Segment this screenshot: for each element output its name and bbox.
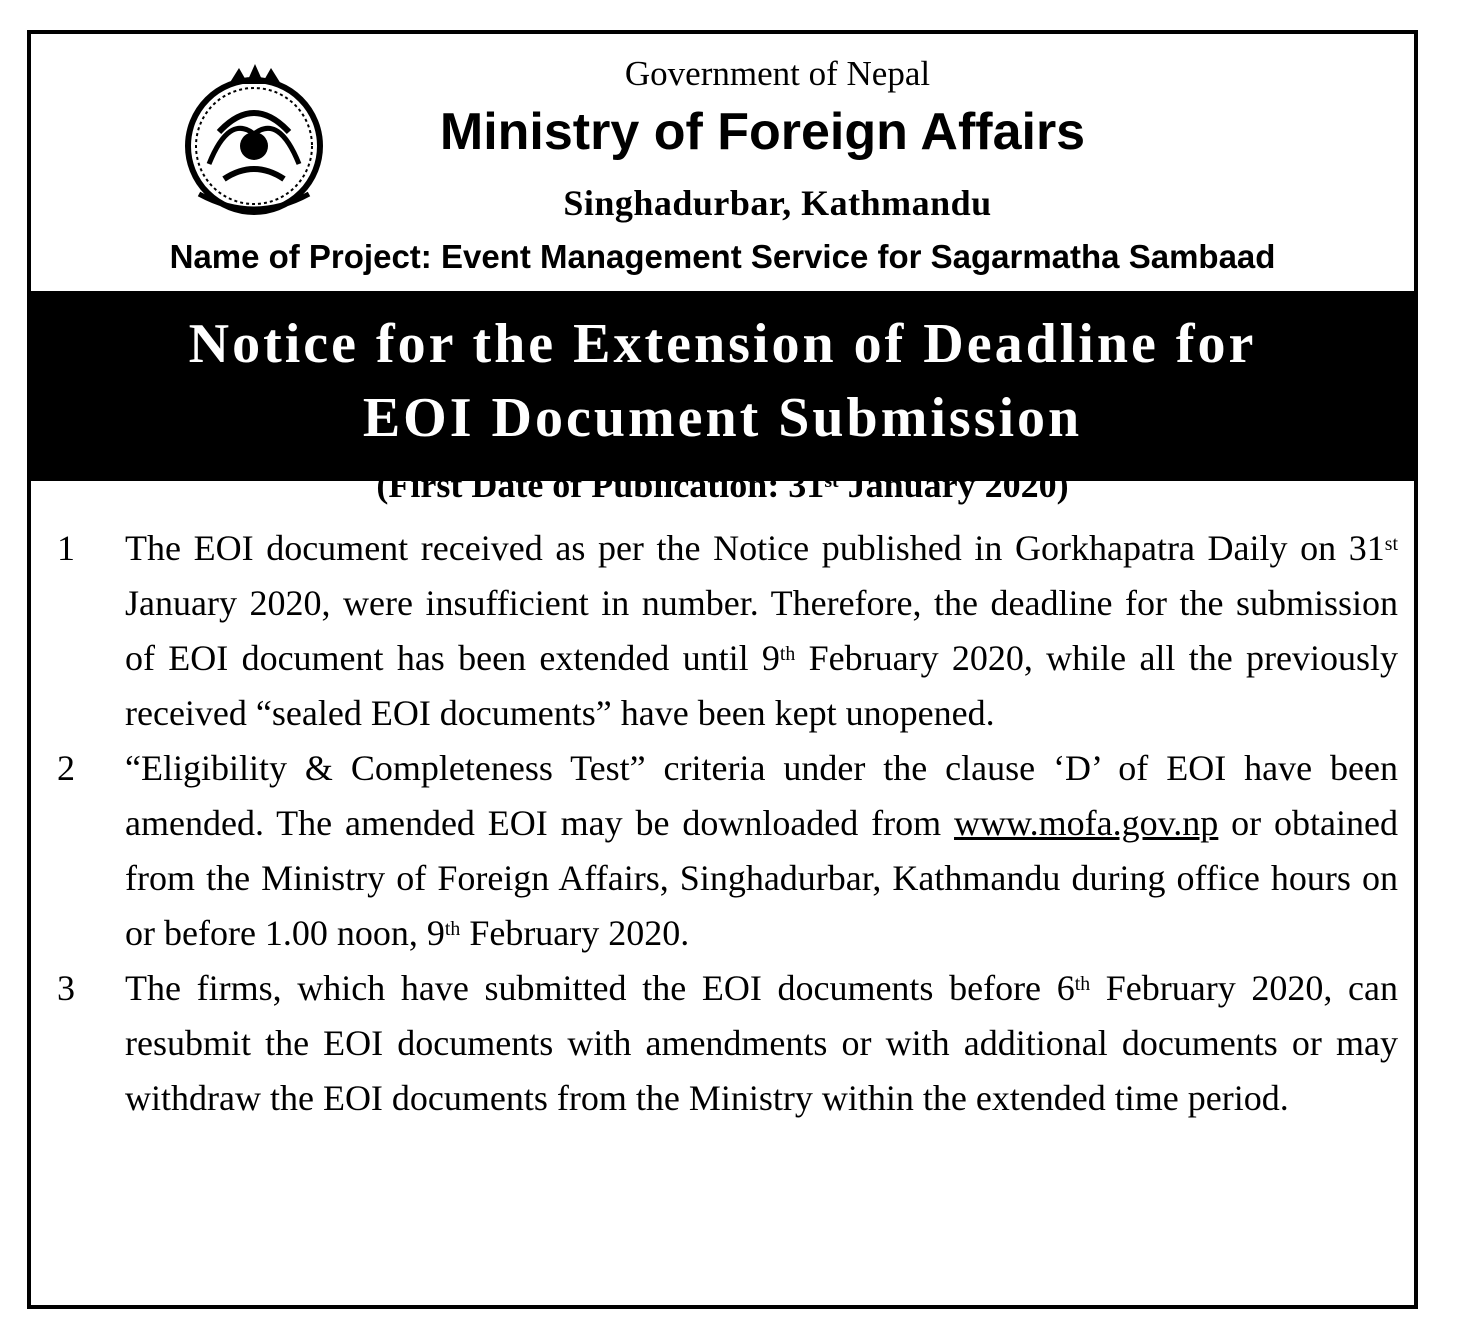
notice-item-3 [31, 961, 1414, 1126]
item-sup: th [444, 918, 461, 941]
item-sup: th [779, 643, 796, 666]
notice-title-line-2: EOI Document Submission [362, 387, 1083, 449]
item-sup: st [1384, 533, 1398, 556]
item-number: 1 [57, 528, 75, 568]
item-text-part: “Eligibility & Completeness Test” criteria under the clause ‘D’ of EOI have been amended. The amended EOI may be downloaded from [125, 748, 1398, 843]
item-sup: th [1074, 973, 1091, 996]
notice-item-1 [31, 521, 1414, 741]
publication-date-sup: st [824, 470, 839, 493]
mofa-website-link[interactable]: www.mofa.gov.np [954, 803, 1219, 843]
publication-date [31, 464, 1414, 506]
item-text-part: The firms, which have submitted the EOI documents before 6 [125, 968, 1075, 1008]
item-number: 3 [57, 968, 75, 1008]
ministry-title: Ministry of Foreign Affairs [439, 103, 1086, 161]
item-text-part: The EOI document received as per the Notice published in Gorkhapatra Daily on 31 [125, 528, 1385, 568]
item-text-part: January 2020, were insufficient in number. Therefore, the deadline for the submission of EOI document has been extended until 9 [125, 583, 1398, 678]
item-text-part: February 2020. [460, 913, 690, 953]
item-text-part: February 2020, while all the previously received “sealed EOI documents” have been kept unopened. [125, 638, 1398, 733]
item-text-part: February 2020, can resubmit the EOI documents with amendments or with additional documents or may withdraw the EOI documents from the Ministry within the extended time period. [125, 968, 1398, 1118]
notice-title-line-1: Notice for the Extension of Deadline for [188, 313, 1257, 375]
ministry-address: Singhadurbar, Kathmandu [563, 183, 992, 223]
item-text-part: or obtained from the Ministry of Foreign Affairs, Singhadurbar, Kathmandu during office hours on or before 1.00 noon, 9 [125, 803, 1398, 953]
project-name: Name of Project: Event Management Service for Sagarmatha Sambaad [169, 238, 1276, 275]
government-title: Government of Nepal [624, 54, 931, 93]
item-number: 2 [57, 748, 75, 788]
notice-item-2 [31, 741, 1414, 961]
notice-title-banner [31, 291, 1414, 481]
publication-date-suffix: January 2020) [838, 465, 1069, 505]
notice-frame [27, 30, 1418, 1309]
publication-date-prefix: (First Date of Publication: 31 [376, 465, 825, 505]
notice-items [31, 521, 1414, 1126]
